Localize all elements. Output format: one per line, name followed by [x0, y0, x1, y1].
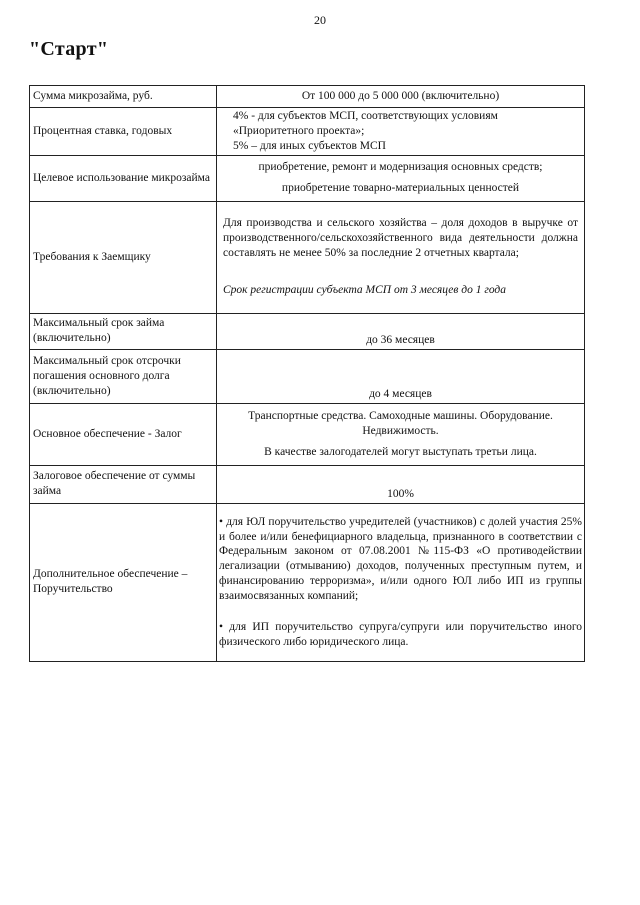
rate-value [217, 108, 585, 156]
row-label-guarantee: Дополнительное обеспечение – Поручительство [30, 503, 217, 661]
guarantee-bullet-text: для ИП поручительство супруга/супруги или поручительство иного физического либо юридического лица. [219, 621, 582, 649]
table-row [30, 465, 585, 503]
row-label-amount: Сумма микрозайма, руб. [30, 86, 217, 108]
coverage-value: 100% [217, 465, 585, 503]
collateral-line: Транспортные средства. Самоходные машины. Оборудование. [248, 409, 553, 422]
table-row [30, 503, 585, 661]
table-row [30, 313, 585, 349]
row-label-requirements: Требования к Заемщику [30, 201, 217, 313]
page-title: "Старт" [29, 38, 109, 60]
row-label-coverage: Залоговое обеспечение от суммы займа [30, 465, 217, 503]
guarantee-bullet [219, 515, 582, 605]
collateral-line: В качестве залогодателей могут выступать третьи лица. [264, 445, 537, 458]
requirements-paragraph: Для производства и сельского хозяйства – доля доходов в выручке от производственного/сельскохозяйственного вида деятельности должна составлять не менее 50% за последние 2 отчетных квартала; [223, 217, 578, 260]
table-row [30, 349, 585, 403]
row-label-collateral: Основное обеспечение - Залог [30, 403, 217, 465]
guarantee-value [217, 503, 585, 661]
guarantee-bullet [219, 620, 582, 650]
requirements-value [217, 201, 585, 313]
table-row [30, 403, 585, 465]
guarantee-bullet-text: для ЮЛ поручительство учредителей (участников) с долей участия 25% и более и/или бенефициарного владельца, признанного в соответствии с Федеральным законом от 07.08.2001 №115-ФЗ «О противодействии легализации (отмыванию) доходов, полученных преступным путем, и финансированию терроризма», и/или одного ЮЛ либо ИП из группы взаимосвязанных компаний; [219, 515, 583, 603]
row-label-rate: Процентная ставка, годовых [30, 108, 217, 156]
rate-line: 4% - для субъектов МСП, соответствующих условиям [233, 110, 498, 122]
registration-note: Срок регистрации субъекта МСП от 3 месяцев до 1 года [223, 284, 507, 297]
purpose-line: приобретение, ремонт и модернизация основных средств; [258, 161, 543, 174]
bullet-icon: • [219, 621, 224, 634]
purpose-value [217, 155, 585, 201]
table-row [30, 108, 585, 156]
purpose-line: приобретение товарно-материальных ценностей [281, 182, 520, 195]
bullet-icon: • [219, 515, 224, 528]
collateral-value [217, 403, 585, 465]
amount-value: От 100 000 до 5 000 000 (включительно) [217, 86, 585, 108]
page-number: 20 [314, 13, 326, 27]
collateral-line: Недвижимость. [362, 424, 439, 437]
row-label-grace: Максимальный срок отсрочки погашения основного долга (включительно) [30, 349, 217, 403]
grace-value: до 4 месяцев [217, 349, 585, 403]
max-term-value: до 36 месяцев [217, 313, 585, 349]
row-label-purpose: Целевое использование микрозайма [30, 155, 217, 201]
loan-terms-table [29, 85, 585, 662]
row-label-max-term: Максимальный срок займа (включительно) [30, 313, 217, 349]
table-row [30, 155, 585, 201]
table-row [30, 201, 585, 313]
rate-line: 5% – для иных субъектов МСП [233, 139, 386, 152]
table-row [30, 86, 585, 108]
rate-line: «Приоритетного проекта»; [233, 124, 365, 137]
